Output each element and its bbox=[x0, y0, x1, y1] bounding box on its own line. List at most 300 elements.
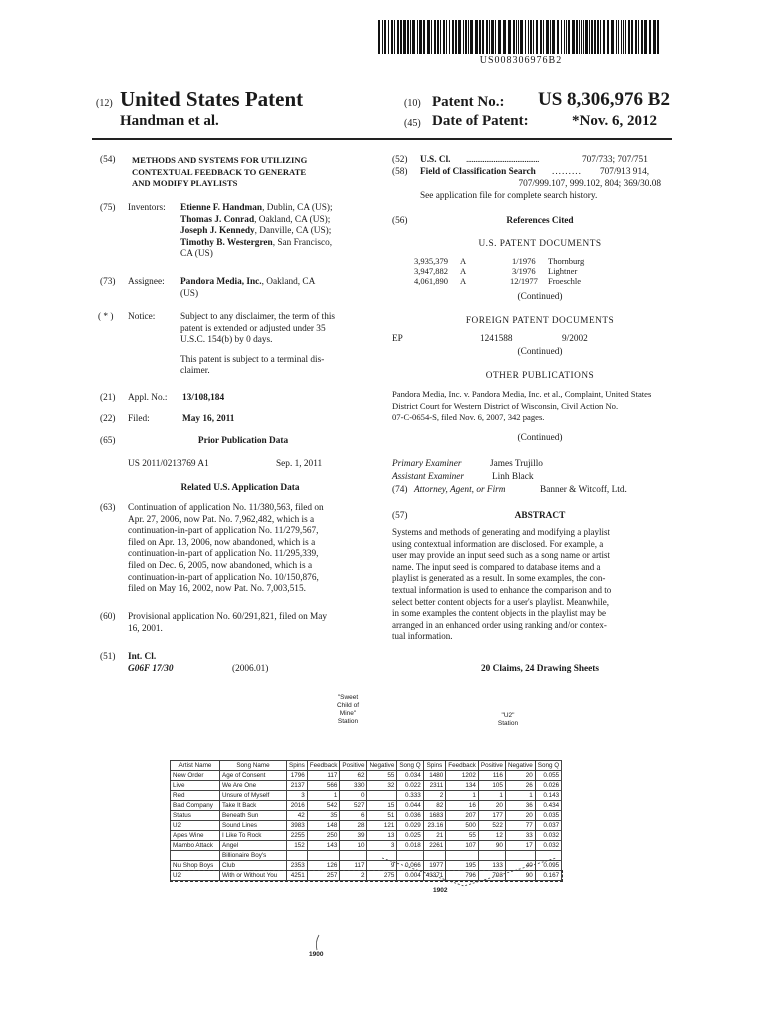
table-cell: 16 bbox=[446, 801, 479, 811]
foreign-no: 1241588 bbox=[480, 334, 513, 344]
table-cell: 90 bbox=[505, 871, 535, 881]
table-cell: 0.167 bbox=[535, 871, 561, 881]
abstract-line: textual information is used to enhance the comparison and to bbox=[392, 584, 612, 595]
barcode-bar bbox=[482, 20, 484, 54]
assistant-examiner-label: Assistant Examiner bbox=[392, 472, 465, 482]
assignee-location: , Oakland, CA bbox=[261, 277, 316, 287]
barcode-bar bbox=[623, 20, 624, 54]
barcode-bar bbox=[437, 20, 439, 54]
table-cell: 0.035 bbox=[535, 811, 561, 821]
table-cell: 107 bbox=[446, 841, 479, 851]
table-cell: 522 bbox=[478, 821, 505, 831]
barcode-bar bbox=[579, 20, 580, 54]
table-cell: 143 bbox=[307, 841, 340, 851]
barcode-bar bbox=[611, 20, 614, 54]
table-cell: 1 bbox=[307, 791, 340, 801]
table-cell: 42 bbox=[287, 811, 308, 821]
barcode-bar bbox=[486, 20, 488, 54]
notice-text bbox=[180, 312, 372, 378]
barcode-bar bbox=[635, 20, 637, 54]
table-cell: 13 bbox=[367, 831, 397, 841]
barcode-bar bbox=[434, 20, 436, 54]
table-cell: 15 bbox=[367, 801, 397, 811]
table-cell: I Like To Rock bbox=[220, 831, 287, 841]
table-cell: 542 bbox=[307, 801, 340, 811]
barcode-number: US008306976B2 bbox=[479, 55, 563, 66]
barcode-bar bbox=[410, 20, 411, 54]
abstract-line: name. The input seed is compared to database items and a bbox=[392, 561, 601, 572]
pub-number: US 2011/0213769 A1 bbox=[128, 459, 209, 469]
table-cell: 0.029 bbox=[397, 821, 423, 831]
column-header: Song Name bbox=[220, 761, 287, 771]
table-cell: 177 bbox=[478, 811, 505, 821]
assignee-country: (US) bbox=[180, 288, 199, 299]
barcode-bar bbox=[423, 20, 425, 54]
appl-no-label: Appl. No.: bbox=[128, 393, 168, 403]
int-cl-label: Int. Cl. bbox=[128, 652, 157, 662]
table-cell: 527 bbox=[340, 801, 367, 811]
continuation-line: Apr. 27, 2006, now Pat. No. 7,962,482, which is a bbox=[128, 514, 315, 525]
us-cl-value: 707/733; 707/751 bbox=[582, 155, 648, 165]
barcode-bar bbox=[631, 20, 633, 54]
inventor-location: , Oakland, CA (US); bbox=[254, 214, 331, 225]
table-cell: 1977 bbox=[423, 861, 446, 871]
notice-code: ( * ) bbox=[98, 312, 114, 322]
table-cell: 1 bbox=[446, 791, 479, 801]
barcode-bar bbox=[449, 20, 450, 54]
related-heading: Related U.S. Application Data bbox=[180, 483, 300, 493]
table-cell: 2311 bbox=[423, 781, 446, 791]
us-doc-name: Froeschle bbox=[548, 276, 582, 287]
patent-no-label: Patent No.: bbox=[432, 94, 505, 110]
barcode-bar bbox=[498, 20, 501, 54]
foreign-country: EP bbox=[392, 334, 403, 344]
attorney-code: (74) bbox=[392, 485, 408, 495]
table-cell: We Are One bbox=[220, 781, 287, 791]
barcode-bar bbox=[479, 20, 481, 54]
table-cell: Nu Shop Boys bbox=[171, 861, 220, 871]
patent-number: US 8,306,976 B2 bbox=[538, 89, 670, 110]
table-cell bbox=[287, 851, 308, 861]
abstract-line: arranged in an enhanced order using ranking and/or contex- bbox=[392, 619, 607, 630]
column-header: Artist Name bbox=[171, 761, 220, 771]
barcode-bar bbox=[518, 20, 519, 54]
assignee-label: Assignee: bbox=[128, 277, 165, 287]
table-cell: 0.333 bbox=[397, 791, 423, 801]
inventor-name: Thomas J. Conrad bbox=[180, 214, 255, 225]
barcode-bar bbox=[600, 20, 601, 54]
barcode-bar bbox=[394, 20, 395, 54]
barcode-bar bbox=[557, 20, 559, 54]
primary-examiner-name: James Trujillo bbox=[490, 459, 543, 469]
table-cell: 148 bbox=[307, 821, 340, 831]
table-cell: 36 bbox=[505, 801, 535, 811]
column-header: Spins bbox=[287, 761, 308, 771]
table-cell: U2 bbox=[171, 821, 220, 831]
abstract-line: select better content objects for a user's playlist. Meanwhile, bbox=[392, 596, 610, 607]
us-docs-list bbox=[0, 256, 770, 287]
barcode-bar bbox=[468, 20, 469, 54]
us-doc-date: 12/1977 bbox=[510, 276, 538, 287]
barcode-bar bbox=[525, 20, 526, 54]
table-cell: 0.037 bbox=[535, 821, 561, 831]
title-line: CONTEXTUAL FEEDBACK TO GENERATE bbox=[132, 166, 307, 177]
table-cell: 20 bbox=[505, 811, 535, 821]
abstract-line: playlist is generated as a result. In some examples, the con- bbox=[392, 573, 606, 584]
table-cell bbox=[171, 851, 220, 861]
field-search-line3: See application file for complete search history. bbox=[420, 191, 598, 201]
table-cell: 0.032 bbox=[535, 841, 561, 851]
barcode-bar bbox=[443, 20, 445, 54]
f58-code: (58) bbox=[392, 167, 408, 177]
table-cell: 3 bbox=[287, 791, 308, 801]
abstract-line: using contextual information are disclosed. For example, a bbox=[392, 538, 604, 549]
table-cell: 0.022 bbox=[397, 781, 423, 791]
provisional-text bbox=[128, 612, 374, 635]
table-cell bbox=[307, 851, 340, 861]
barcode-bar bbox=[417, 20, 418, 54]
table-cell: 0.034 bbox=[397, 771, 423, 781]
table-cell: 126 bbox=[307, 861, 340, 871]
table-cell: 1202 bbox=[446, 771, 479, 781]
barcode-bar bbox=[388, 20, 389, 54]
barcode-bar bbox=[407, 20, 409, 54]
barcode-bar bbox=[431, 20, 432, 54]
table-cell: 121 bbox=[367, 821, 397, 831]
abstract-line: user may provide an input seed such as a song name or artist bbox=[392, 550, 610, 561]
continuation-line: continuation-in-part of application No. 10/150,876, bbox=[128, 572, 319, 583]
column-header: Feedback bbox=[446, 761, 479, 771]
table-cell: 6 bbox=[340, 811, 367, 821]
barcode-bar bbox=[583, 20, 584, 54]
f51-code: (51) bbox=[100, 652, 116, 662]
table-cell: 117 bbox=[307, 771, 340, 781]
table-cell: 55 bbox=[367, 771, 397, 781]
table-cell: Sound Lines bbox=[220, 821, 287, 831]
us-doc-date: 1/1976 bbox=[512, 256, 536, 266]
table-cell: 133 bbox=[478, 861, 505, 871]
field-search-dots: ......... bbox=[552, 167, 582, 177]
abstract-line: tual information. bbox=[392, 631, 453, 642]
continued-us: (Continued) bbox=[517, 292, 563, 302]
barcode-bar bbox=[561, 20, 562, 54]
table-cell: 2 bbox=[423, 791, 446, 801]
barcode-bar bbox=[603, 20, 605, 54]
continuation-line: continuation-in-part of application No. 11/295,339, bbox=[128, 549, 319, 560]
primary-examiner-label: Primary Examiner bbox=[392, 459, 462, 469]
table-cell: 33 bbox=[505, 831, 535, 841]
table-cell: 39 bbox=[340, 831, 367, 841]
table-cell: 0.036 bbox=[397, 811, 423, 821]
other-pub-line: District Court for Western District of Wisconsin, Civil Action No. bbox=[392, 400, 619, 411]
abstract-line: in some examples the content objects in the playlist may be bbox=[392, 608, 606, 619]
table-cell: 90 bbox=[478, 841, 505, 851]
label-1900: 1900 bbox=[309, 951, 324, 958]
inventor-location: CA (US) bbox=[180, 249, 213, 260]
table-cell: 0.066 bbox=[397, 861, 423, 871]
barcode-bar bbox=[382, 20, 383, 54]
table-cell: 17 bbox=[505, 841, 535, 851]
table-cell: 796 bbox=[446, 871, 479, 881]
barcode-bar bbox=[503, 20, 506, 54]
table-cell: 0.004 bbox=[397, 871, 423, 881]
table-cell: 207 bbox=[446, 811, 479, 821]
barcode-bar bbox=[585, 20, 588, 54]
f73-code: (73) bbox=[100, 277, 116, 287]
table-cell: Angel bbox=[220, 841, 287, 851]
inventor-name: Joseph J. Kennedy bbox=[180, 226, 255, 237]
barcode-bar bbox=[591, 20, 593, 54]
title-line: AND MODIFY PLAYLISTS bbox=[132, 178, 238, 189]
table-cell: Bad Company bbox=[171, 801, 220, 811]
station-label-1 bbox=[320, 694, 376, 726]
station-1-line: Mine" bbox=[339, 710, 357, 717]
table-cell: 1 bbox=[478, 791, 505, 801]
us-doc-name: Thornburg bbox=[548, 256, 585, 266]
table-cell: 55 bbox=[446, 831, 479, 841]
table-row bbox=[171, 771, 562, 781]
notice-line: Subject to any disclaimer, the term of this bbox=[180, 312, 336, 322]
barcode-bar bbox=[455, 20, 457, 54]
us-docs-heading: U.S. PATENT DOCUMENTS bbox=[478, 239, 602, 249]
notice-line: claimer. bbox=[180, 366, 210, 377]
barcode-bar bbox=[566, 20, 567, 54]
table-cell: 1796 bbox=[287, 771, 308, 781]
barcode-bar bbox=[489, 20, 490, 54]
filed-label: Filed: bbox=[128, 414, 150, 424]
us-doc-kind: A bbox=[460, 266, 467, 277]
barcode-bar bbox=[644, 20, 647, 54]
barcode-bar bbox=[641, 20, 643, 54]
barcode-bar bbox=[568, 20, 570, 54]
table-cell: Age of Consent bbox=[220, 771, 287, 781]
prior-pub-heading: Prior Publication Data bbox=[197, 436, 289, 446]
table-cell: 21 bbox=[423, 831, 446, 841]
table-row bbox=[171, 781, 562, 791]
barcode-bar bbox=[378, 20, 380, 54]
barcode-bar bbox=[618, 20, 619, 54]
barcode-bar bbox=[516, 20, 517, 54]
assistant-examiner-name: Linh Black bbox=[492, 472, 534, 482]
table-cell: Beneath Sun bbox=[220, 811, 287, 821]
table-row bbox=[171, 821, 562, 831]
table-cell: 0 bbox=[340, 791, 367, 801]
barcode-bar bbox=[621, 20, 622, 54]
leader-line-1900 bbox=[311, 934, 323, 952]
table-row bbox=[171, 801, 562, 811]
barcode-bar bbox=[628, 20, 630, 54]
barcode-bar bbox=[458, 20, 461, 54]
f65-code: (65) bbox=[100, 436, 116, 446]
table-cell: 0.143 bbox=[535, 791, 561, 801]
foreign-heading: FOREIGN PATENT DOCUMENTS bbox=[465, 316, 615, 326]
table-cell: 1480 bbox=[423, 771, 446, 781]
table-cell: 12 bbox=[478, 831, 505, 841]
barcode bbox=[378, 20, 664, 54]
other-pubs-text bbox=[392, 389, 664, 424]
barcode-bar bbox=[495, 20, 496, 54]
barcode-bar bbox=[657, 20, 659, 54]
table-cell: Status bbox=[171, 811, 220, 821]
continued-other: (Continued) bbox=[517, 433, 563, 443]
barcode-bar bbox=[572, 20, 575, 54]
column-header: Negative bbox=[505, 761, 535, 771]
table-cell: 117 bbox=[340, 861, 367, 871]
table-cell: 500 bbox=[446, 821, 479, 831]
table-cell: New Order bbox=[171, 771, 220, 781]
attorney-label: Attorney, Agent, or Firm bbox=[414, 485, 506, 495]
table-cell bbox=[340, 851, 367, 861]
table-cell: Billionaire Boy's bbox=[220, 851, 287, 861]
barcode-bar bbox=[520, 20, 523, 54]
inventor-location: , Dublin, CA (US); bbox=[262, 203, 333, 213]
us-doc-name: Lightner bbox=[548, 266, 578, 277]
table-cell: 20 bbox=[478, 801, 505, 811]
table-cell: 9 bbox=[367, 861, 397, 871]
table-cell: 40 bbox=[505, 861, 535, 871]
barcode-bar bbox=[465, 20, 467, 54]
barcode-bar bbox=[649, 20, 651, 54]
column-header: Positive bbox=[340, 761, 367, 771]
column-header: Feedback bbox=[307, 761, 340, 771]
barcode-bar bbox=[463, 20, 464, 54]
barcode-bar bbox=[452, 20, 454, 54]
barcode-bar bbox=[470, 20, 473, 54]
barcode-bar bbox=[397, 20, 399, 54]
table-cell: 250 bbox=[307, 831, 340, 841]
attorney-name: Banner & Witcoff, Ltd. bbox=[540, 485, 627, 495]
table-cell: Unsure of Myself bbox=[220, 791, 287, 801]
abstract-text bbox=[392, 527, 664, 643]
table-cell: 330 bbox=[340, 781, 367, 791]
continuation-line: filed on Dec. 6, 2005, now abandoned, which is a bbox=[128, 560, 313, 571]
table-cell: 0.434 bbox=[535, 801, 561, 811]
abstract-heading: ABSTRACT bbox=[514, 511, 566, 521]
table-cell: 82 bbox=[423, 801, 446, 811]
code-45: (45) bbox=[404, 118, 421, 129]
f57-code: (57) bbox=[392, 511, 408, 521]
filed-date: May 16, 2011 bbox=[182, 414, 235, 424]
station-label-2 bbox=[480, 712, 536, 728]
date-label: Date of Patent: bbox=[432, 113, 529, 129]
barcode-bar bbox=[607, 20, 609, 54]
station-1-line: Station bbox=[337, 718, 359, 725]
us-doc-kind: A bbox=[460, 276, 467, 287]
provisional-line: 16, 2001. bbox=[128, 623, 163, 634]
table-cell: 195 bbox=[446, 861, 479, 871]
table-cell: 703 bbox=[478, 871, 505, 881]
us-doc-date: 3/1976 bbox=[512, 266, 536, 277]
us-doc-no: 3,935,379 bbox=[414, 256, 448, 266]
us-cl-dots: ........................................ bbox=[466, 155, 539, 165]
country-title: United States Patent bbox=[120, 87, 304, 111]
field-search-line2: 707/999.107, 999.102, 804; 369/30.08 bbox=[518, 179, 661, 189]
inventor-name: Etienne F. Handman bbox=[180, 203, 263, 213]
assignee-name: Pandora Media, Inc. bbox=[180, 277, 262, 287]
table-cell: 2261 bbox=[423, 841, 446, 851]
continuation-line: Continuation of application No. 11/380,563, filed on bbox=[128, 503, 324, 513]
table-cell: 20 bbox=[505, 771, 535, 781]
table-cell: With or Without You bbox=[220, 871, 287, 881]
table-cell: Mambo Attack bbox=[171, 841, 220, 851]
table-cell: 116 bbox=[478, 771, 505, 781]
table-cell: 257 bbox=[307, 871, 340, 881]
continued-foreign: (Continued) bbox=[517, 347, 563, 357]
barcode-bar bbox=[427, 20, 430, 54]
table-cell: 0.095 bbox=[535, 861, 561, 871]
barcode-bar bbox=[446, 20, 447, 54]
column-header: Song Q bbox=[535, 761, 561, 771]
label-1902: 1902 bbox=[433, 887, 448, 894]
table-cell: 43371 bbox=[423, 871, 446, 881]
us-doc-kind: A bbox=[460, 256, 467, 266]
table-cell: Apes Wine bbox=[171, 831, 220, 841]
table-cell: 0.025 bbox=[397, 831, 423, 841]
table-cell: 0.044 bbox=[397, 801, 423, 811]
table-header-row bbox=[171, 761, 562, 771]
patent-title bbox=[132, 155, 307, 190]
table-cell: Red bbox=[171, 791, 220, 801]
column-header: Positive bbox=[478, 761, 505, 771]
inventor-location: , Danville, CA (US); bbox=[254, 226, 332, 237]
barcode-bar bbox=[536, 20, 538, 54]
barcode-bar bbox=[616, 20, 617, 54]
other-pub-line: 07-C-0654-S, filed Nov. 6, 2007, 342 pages. bbox=[392, 412, 545, 423]
barcode-bar bbox=[440, 20, 441, 54]
barcode-bar bbox=[540, 20, 542, 54]
f63-code: (63) bbox=[100, 503, 116, 513]
continuation-line: filed on Apr. 13, 2006, now abandoned, which is a bbox=[128, 537, 316, 548]
field-search-value: 707/913 914, bbox=[600, 167, 650, 177]
table-row bbox=[171, 791, 562, 801]
table-cell: 105 bbox=[478, 781, 505, 791]
f21-code: (21) bbox=[100, 393, 116, 403]
table-cell: 3983 bbox=[287, 821, 308, 831]
barcode-bar bbox=[543, 20, 544, 54]
table-cell: 1 bbox=[505, 791, 535, 801]
table-cell: 0.032 bbox=[535, 831, 561, 841]
header-rule bbox=[92, 138, 672, 140]
table-cell: 4251 bbox=[287, 871, 308, 881]
barcode-bar bbox=[491, 20, 494, 54]
table-cell: Take It Back bbox=[220, 801, 287, 811]
bracket-1902 bbox=[380, 856, 560, 890]
barcode-bar bbox=[546, 20, 549, 54]
barcode-bar bbox=[581, 20, 582, 54]
table-cell: 0.055 bbox=[535, 771, 561, 781]
barcode-bar bbox=[403, 20, 406, 54]
table-cell: 2137 bbox=[287, 781, 308, 791]
table-cell: 23.16 bbox=[423, 821, 446, 831]
table-cell: 2353 bbox=[287, 861, 308, 871]
barcode-bar bbox=[391, 20, 393, 54]
table-cell: 51 bbox=[367, 811, 397, 821]
f56-code: (56) bbox=[392, 216, 408, 226]
f60-code: (60) bbox=[100, 612, 116, 622]
barcode-bar bbox=[564, 20, 565, 54]
barcode-bar bbox=[400, 20, 402, 54]
column-header: Negative bbox=[367, 761, 397, 771]
table-cell: U2 bbox=[171, 871, 220, 881]
inventors-label: Inventors: bbox=[128, 203, 166, 213]
table-cell: 35 bbox=[307, 811, 340, 821]
table-cell: 26 bbox=[505, 781, 535, 791]
title-line: METHODS AND SYSTEMS FOR UTILIZING bbox=[132, 155, 308, 165]
barcode-bar bbox=[508, 20, 511, 54]
table-cell: 1683 bbox=[423, 811, 446, 821]
station-2-line: Station bbox=[497, 720, 519, 727]
table-cell: 2255 bbox=[287, 831, 308, 841]
